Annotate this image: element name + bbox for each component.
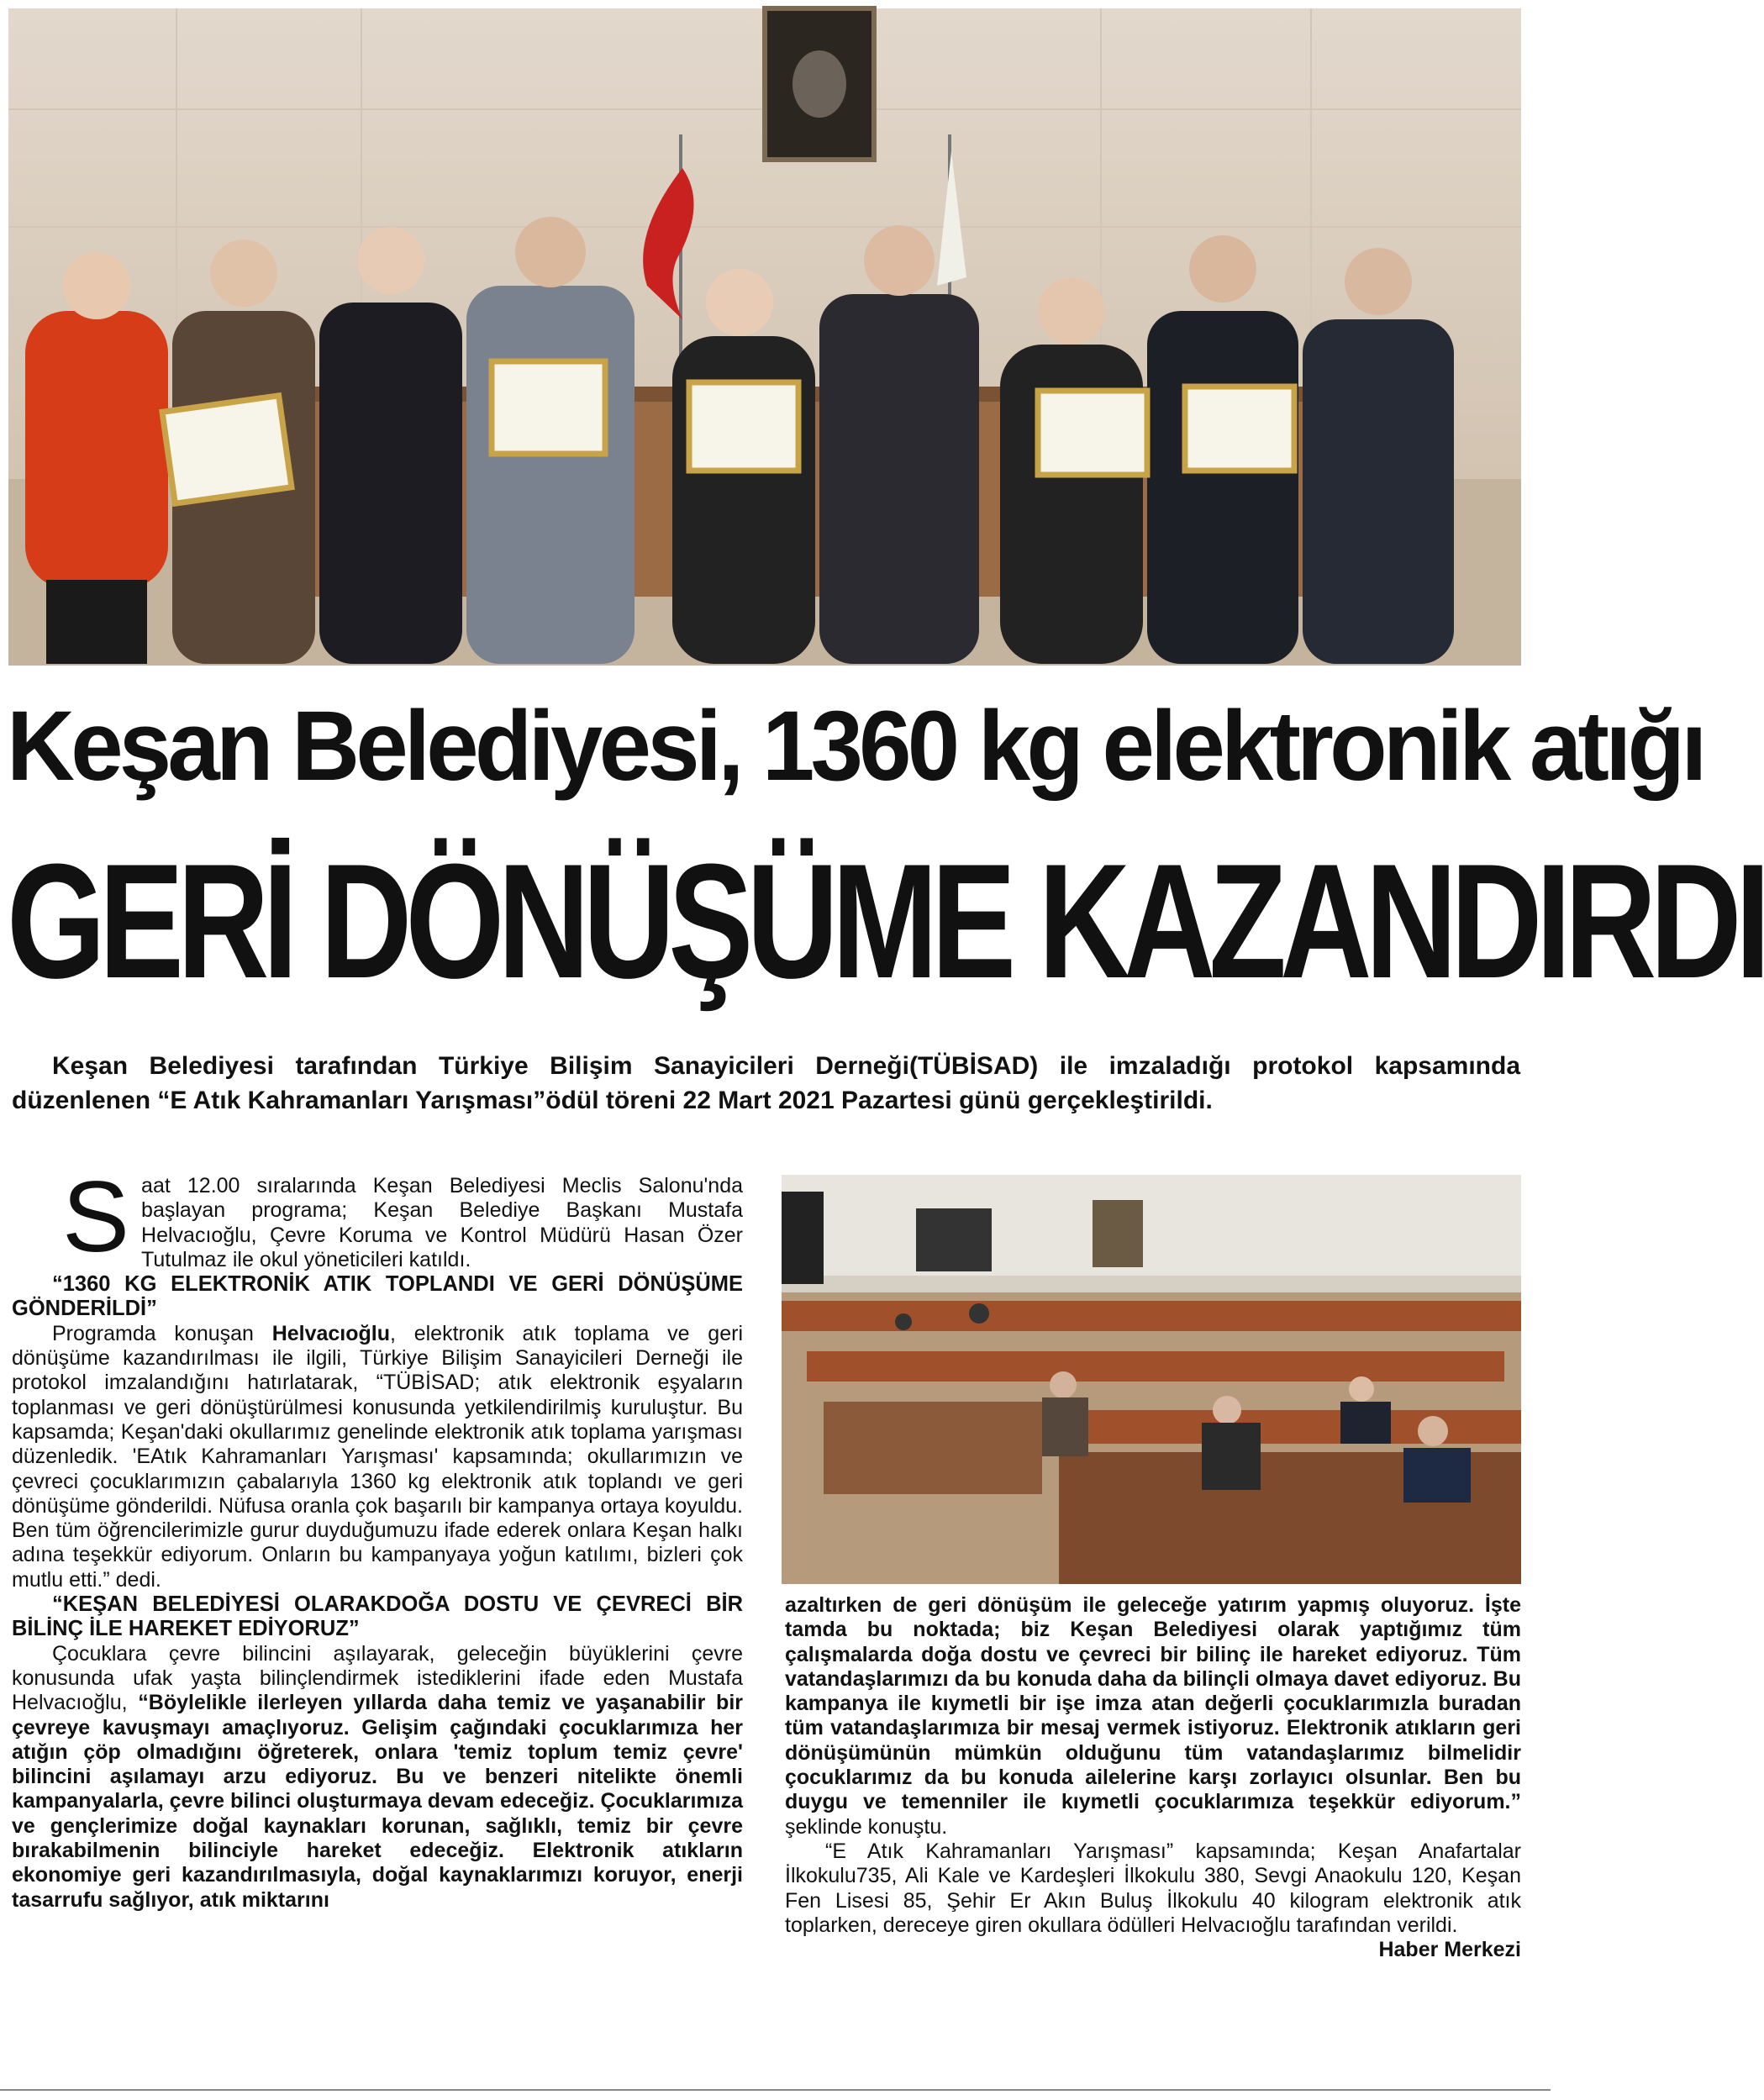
paragraph-4-end: şeklinde konuştu. — [785, 1814, 948, 1839]
headline-line2: GERİ DÖNÜŞÜME KAZANDIRDI — [7, 830, 1764, 1013]
subheading-1: “1360 KG ELEKTRONİK ATIK TOPLANDI VE GERİ DÖNÜŞÜME GÖNDERİLDİ” — [12, 1272, 743, 1321]
paragraph-2-start: Programda konuşan — [52, 1321, 272, 1345]
bottom-rule — [0, 2089, 1551, 2091]
paragraph-3 — [12, 1642, 743, 1913]
paragraph-4 — [785, 1593, 1521, 1839]
drop-cap: S — [62, 1161, 130, 1273]
ceremony-photo — [8, 8, 1521, 666]
speaker-name: Helvacıoğlu — [271, 1321, 391, 1345]
paragraph-5: “E Atık Kahramanları Yarışması” kapsamında; Keşan Anafartalar İlkokulu735, Ali Kale ve Kardeşleri İlkokulu 380, Sevgi Anaokulu 120, Keşan Fen Lisesi 85, Şehir Er Akın Buluş İlkokulu 40 kilogram elektronik atık toplarken, dereceye giren okullara ödülleri Helvacıoğlu tarafından verildi. — [785, 1839, 1521, 1937]
article-right-column — [785, 1593, 1521, 1962]
paragraph-2-rest: , elektronik atık toplama ve geri dönüşüme kazandırılması ile ilgili, Türkiye Bilişim Sanayicileri Derneği ile protokol imzalandığını hatırlatarak, “TÜBİSAD; atık elektronik eşyaların toplanması ve geri dönüştürülmesi konusunda yetkilendirilmiş kuruluştur. Bu kapsamda; Keşan'daki okullarımız genelinde elektronik atık toplama yarışması düzenledik. 'EAtık Kahramanları Yarışması' kapsamında; okullarımızın ve çevreci çocuklarımızın çabalarıyla 1360 kg elektronik atık toplandı ve geri dönüşüme gönderildi. Nüfusa oranla çok başarılı bir kampanya ortaya koyuldu. Ben tüm öğrencilerimizle gurur duyduğumuzu ifade ederek onlara Keşan halkı adına teşekkür ediyorum. Onların bu kampanyaya yoğun katılımı, bizleri çok mutlu etti.” dedi. — [12, 1321, 743, 1592]
intro-paragraph — [12, 1161, 743, 1273]
meeting-hall-photo — [782, 1175, 1521, 1584]
paragraph-3-quote: “Böylelikle ilerleyen yıllarda daha temiz ve yaşanabilir bir çevreye kavuşmayı amaçlıyoruz. Gelişim çağındaki çocuklarımıza her atığın çöp olmadığını öğreterek, onlara 'temiz toplum temiz çevre' bilincini aşılamayı arzu ediyoruz. Bu ve benzeri nitelikte önemli kampanyalarla, çevre bilinci oluşturmaya devam edeceğiz. Çocuklarımıza ve gençlerimize doğal kaynakları korunan, sağlıklı, temiz bir çevre bırakabilmenin bilinciyle hareket edeceğiz. Elektronik atıkların ekonomiye geri kazandırılmasıyla, doğal kaynaklarımızı koruyor, enerji tasarrufu sağlıyor, atık miktarını — [12, 1691, 743, 1912]
group-photo-icon — [8, 8, 1521, 666]
paragraph-2 — [12, 1322, 743, 1592]
article-left-column — [12, 1161, 743, 1913]
paragraph-4-quote: azaltırken de geri dönüşüm ile geleceğe yatırım yapmış oluyoruz. İşte tamda bu noktada; biz Keşan Belediyesi olarak yaptığımız tüm çalışmalarda doğa dostu ve çevreci bir bilinç ile hareket ediyoruz. Tüm vatandaşlarımızı da bu konuda daha da bilinçli olmaya davet ediyoruz. Bu kampanya ile kıymetli bir işe imza atan değerli çocuklarımızla buradan tüm vatandaşlarımıza bir mesaj vermek istiyoruz. Elektronik atıkların geri dönüşümünün mümkün olduğunu tüm vatandaşlarımız bilmelidir çocuklarımız da bu konuda ailelerine karşı zorlayıcı olsunlar. Ben bu duygu ve temenniler ile kıymetli çocuklarımıza teşekkür ediyorum.” — [785, 1593, 1521, 1814]
byline: Haber Merkezi — [1378, 1938, 1521, 1962]
lead-paragraph: Keşan Belediyesi tarafından Türkiye Bilişim Sanayicileri Derneği(TÜBİSAD) ile imzaladığı protokol kapsamında düzenlenen “E Atık Kahramanları Yarışması”ödül töreni 22 Mart 2021 Pazartesi günü gerçekleştirildi. — [12, 1052, 1520, 1114]
intro-text: aat 12.00 sıralarında Keşan Belediyesi Meclis Salonu'nda başlayan programa; Keşan Belediye Başkanı Mustafa Helvacıoğlu, Çevre Koruma ve Kontrol Müdürü Hasan Özer Tutulmaz ile okul yöneticileri katıldı. — [141, 1174, 743, 1271]
meeting-hall-photo-icon — [782, 1175, 1521, 1584]
headline-line1: Keşan Belediyesi, 1360 kg elektronik atığı — [7, 691, 1703, 802]
subheading-2: “KEŞAN BELEDİYESİ OLARAKDOĞA DOSTU VE ÇEVRECİ BİR BİLİNÇ İLE HAREKET EDİYORUZ” — [12, 1592, 743, 1641]
paragraph-3-start: Çocuklara çevre bilincini aşılayarak, geleceğin büyüklerini çevre konusunda ufak yaşta bilinçlendirmek istediklerini ifade eden Mustafa Helvacıoğlu, — [12, 1641, 743, 1715]
